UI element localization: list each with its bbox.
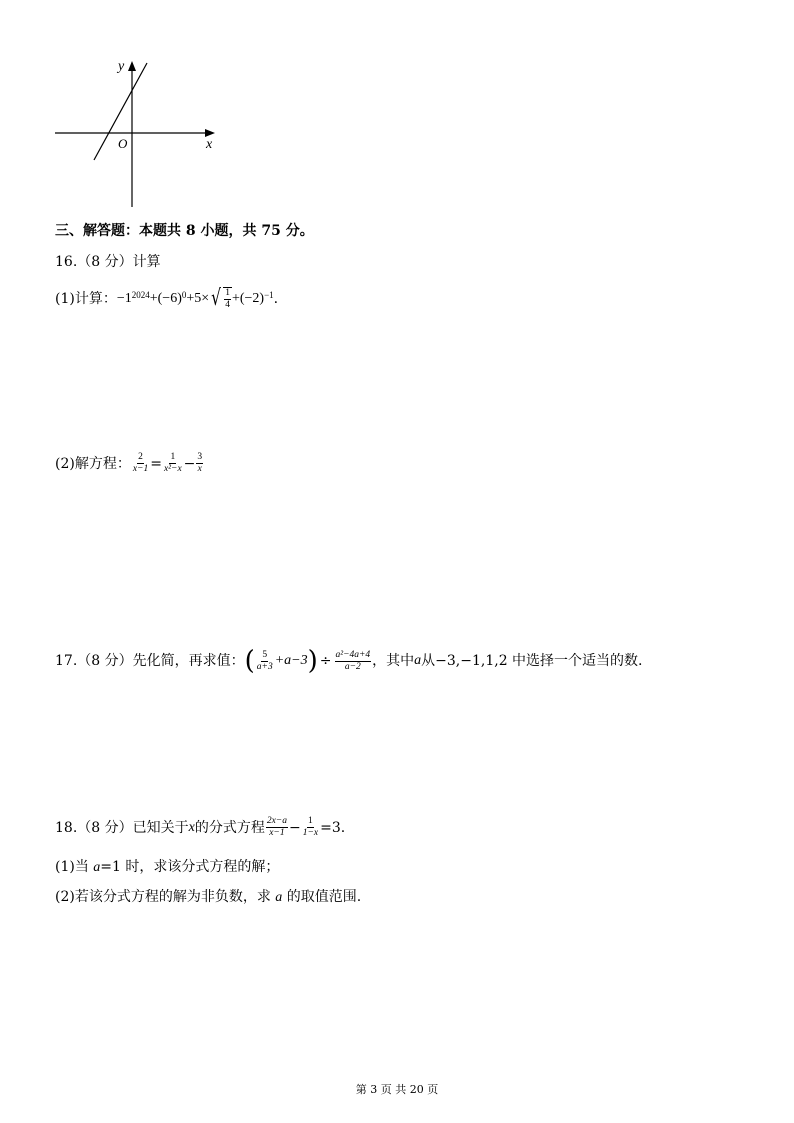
minus: − bbox=[183, 455, 196, 472]
q16-p1-exp-b: 0 bbox=[181, 290, 187, 300]
frac-num: a²−4a+4 bbox=[335, 649, 371, 660]
frac-den: x²−x bbox=[163, 464, 182, 474]
frac-num: 1 bbox=[225, 288, 230, 298]
frac-num: 2x−a bbox=[266, 816, 287, 826]
q17-suffix-a: ，其中 bbox=[372, 653, 415, 669]
fraction bbox=[163, 452, 183, 475]
fraction bbox=[335, 650, 372, 673]
divide-sign: ÷ bbox=[319, 653, 332, 669]
q16-p1-exp-a: 2024 bbox=[131, 290, 150, 300]
q16-p1-term-c: +5× bbox=[186, 291, 210, 306]
fraction bbox=[266, 816, 288, 839]
q17 bbox=[55, 648, 643, 674]
right-paren: ) bbox=[307, 646, 318, 676]
q18-prefix: 18.（8 分）已知关于 bbox=[55, 819, 189, 836]
q18-p2-var: a bbox=[275, 890, 283, 905]
q16-p1-term-a: −1 bbox=[116, 291, 132, 306]
q18 bbox=[55, 816, 345, 839]
sqrt-fraction bbox=[224, 288, 231, 311]
frac-num: 1 bbox=[308, 816, 313, 826]
frac-num: 1 bbox=[170, 452, 176, 462]
frac-den: 1−x bbox=[302, 828, 319, 838]
equals: = bbox=[150, 455, 162, 472]
minus: − bbox=[288, 819, 301, 836]
q16-p1-term-b: +(−6) bbox=[149, 291, 182, 306]
fraction bbox=[302, 816, 319, 839]
q16-part2 bbox=[55, 452, 204, 475]
q16-p1-exp-d: −1 bbox=[264, 290, 274, 300]
q18-part1 bbox=[55, 858, 279, 877]
q18-p1-b: =1 时，求该分式方程的解； bbox=[100, 859, 280, 875]
q18-p2-a: (2)若该分式方程的解为非负数，求 bbox=[55, 889, 276, 905]
q18-var-x: x bbox=[188, 819, 195, 835]
q16-part1 bbox=[55, 287, 278, 311]
q16-p1-term-d: +(−2) bbox=[231, 291, 265, 306]
frac-den: 4 bbox=[225, 300, 230, 310]
q17-var: a bbox=[414, 653, 422, 668]
q16-p1-label: (1)计算： bbox=[55, 291, 117, 307]
q16-p1-end: . bbox=[273, 291, 279, 307]
q18-prefix-b: 的分式方程 bbox=[194, 819, 265, 836]
q17-mid: +a−3 bbox=[274, 653, 308, 668]
sqrt-symbol bbox=[209, 287, 232, 311]
q18-p1-var: a bbox=[93, 860, 101, 875]
frac-num: 5 bbox=[262, 649, 268, 660]
section-heading: 三、解答题：本题共 8 小题，共 75 分。 bbox=[55, 223, 314, 239]
frac-den: a+3 bbox=[256, 661, 273, 672]
coordinate-graph bbox=[50, 55, 225, 215]
q18-end: =3. bbox=[320, 819, 346, 836]
q18-part2 bbox=[55, 888, 361, 907]
frac-den: a−2 bbox=[344, 661, 361, 672]
origin-label: O bbox=[118, 136, 128, 151]
frac-den: x bbox=[197, 464, 202, 474]
q17-prefix: 17.（8 分）先化简，再求值： bbox=[55, 653, 245, 669]
radical-icon: √ bbox=[211, 286, 222, 311]
x-axis-label: x bbox=[206, 137, 213, 152]
frac-den: x−1 bbox=[132, 464, 149, 474]
fraction bbox=[256, 650, 274, 673]
left-paren: ( bbox=[244, 646, 255, 676]
y-axis-arrow-icon bbox=[128, 61, 136, 71]
q16-p2-label: (2)解方程： bbox=[55, 455, 131, 472]
fraction bbox=[132, 452, 149, 475]
x-axis-arrow-icon bbox=[205, 129, 215, 137]
fraction bbox=[196, 452, 203, 475]
frac-den: x−1 bbox=[269, 828, 285, 838]
q18-p2-b: 的取值范围. bbox=[282, 889, 362, 905]
q16-title: 16.（8 分）计算 bbox=[55, 254, 161, 270]
page-footer: 第 3 页 共 20 页 bbox=[355, 1083, 439, 1096]
q18-p1-a: (1)当 bbox=[55, 859, 94, 875]
y-axis-label: y bbox=[118, 59, 125, 74]
q17-suffix-b: 从−3,−1,1,2 中选择一个适当的数. bbox=[421, 653, 643, 669]
frac-num: 3 bbox=[197, 452, 203, 462]
frac-num: 2 bbox=[138, 452, 143, 462]
